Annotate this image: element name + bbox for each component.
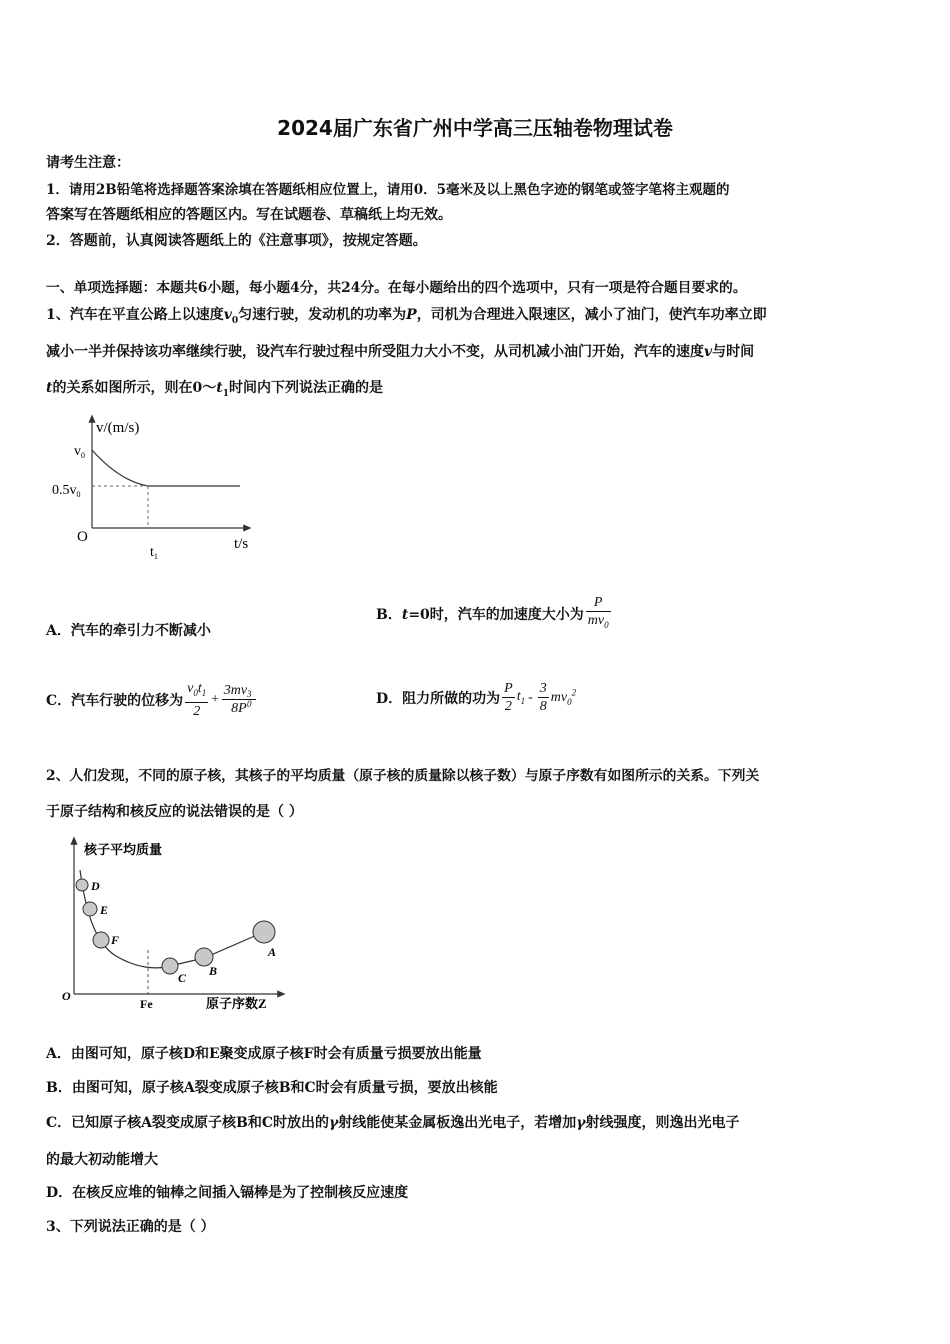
q2-option-c-line-2: 的最大初动能增大 — [46, 1152, 158, 1168]
q2-optC-gamma-1: γ — [328, 1115, 339, 1131]
q1-v: v — [704, 344, 713, 360]
q2-nucleus-a — [253, 921, 275, 943]
q1-line3-b: 时间内下列说法正确的是 — [228, 380, 383, 396]
q2-mass-curve — [80, 870, 264, 968]
q2-nucleus-c — [162, 958, 178, 974]
q1-v0: v — [223, 307, 232, 323]
q2-label-c: C — [178, 971, 187, 985]
q1-graph-half-sub: 0 — [76, 490, 81, 499]
q1-optC-f1-v: v — [187, 681, 194, 696]
q2-line-2: 于原子结构和核反应的说法错误的是（ ） — [46, 804, 303, 820]
q2-label-f: F — [111, 933, 120, 947]
q1-optB-prefix — [376, 604, 584, 624]
q1-line2-b: 与时间 — [712, 344, 755, 360]
q1-line1-c: ，司机为合理进入限速区，减小了油门，使汽车功率立即 — [416, 307, 767, 323]
notice-heading: 请考生注意： — [46, 155, 130, 171]
notice-line-2: 2．答题前，认真阅读答题纸上的《注意事项》，按规定答题。 — [46, 233, 427, 249]
q2-nucleus-d — [76, 879, 88, 891]
q1-optD-f2-den: 8 — [539, 699, 547, 714]
q1-line2-a: 减小一半并保持该功率继续行驶，设汽车行驶过程中所受阻力大小不变，从司机减小油门开始，汽车的速度 — [46, 344, 704, 360]
q1-optD-mv-main: mv — [550, 690, 568, 706]
q1-option-a: A．汽车的牵引力不断减小 — [46, 623, 211, 639]
q1-graph-v0-main: v — [74, 444, 81, 459]
q1-graph-xlabel: t/s — [234, 536, 249, 552]
q1-graph-v0 — [74, 444, 85, 460]
q1-optD-mv-sup: 2 — [571, 687, 577, 698]
q1-graph-half-main: 0.5v — [52, 483, 77, 498]
q1-option-b — [376, 594, 613, 634]
q2-line-1: 2、人们发现，不同的原子核，其核子的平均质量（原子核的质量除以核子数）与原子序数有如图所示的关系。下列关 — [46, 768, 760, 784]
q1-optD-mv-sub: 0 — [567, 697, 572, 708]
q1-optD-t — [517, 689, 525, 704]
q1-graph-origin: O — [77, 529, 88, 545]
q1-option-d — [376, 680, 576, 715]
q1-optD-mv — [550, 687, 577, 708]
q2-graph-xlabel: 原子序数Z — [206, 996, 267, 1011]
q1-optB-num: P — [586, 594, 611, 612]
q1-graph-t1 — [150, 545, 158, 561]
q2-option-b: B．由图可知，原子核A裂变成原子核B和C时会有质量亏损，要放出核能 — [46, 1080, 498, 1096]
q1-optC-f1-num — [185, 680, 208, 703]
q2-option-c — [46, 1112, 739, 1132]
q1-optC-plus: + — [210, 691, 220, 707]
q1-optC-fraction-1 — [185, 680, 208, 720]
q2-label-b: B — [209, 964, 218, 978]
q2-graph-origin: O — [62, 989, 71, 1003]
q1-graph-t1-sub: 1 — [153, 552, 158, 561]
q2-optC-a: C．已知原子核A裂变成原子核B和C时放出的 — [46, 1115, 329, 1131]
q2-graph-fe: Fe — [140, 997, 153, 1011]
q1-optC-fraction-2 — [222, 682, 256, 717]
notice-line-1a: 1．请用2B铅笔将选择题答案涂填在答题纸相应位置上，请用0．5毫米及以上黑色字迹的钢笔或签字笔将主观题的 — [46, 182, 730, 198]
q1-v0-sub: 0 — [231, 315, 239, 326]
q1-graph-ylabel: v/(m/s) — [96, 420, 140, 436]
q1-t1-sub: 1 — [222, 388, 229, 399]
q2-nucleus-e — [83, 902, 97, 916]
q1-velocity-curve — [92, 450, 240, 486]
q1-optB-a: B． — [376, 606, 402, 623]
q1-graph-t1-main: t — [150, 545, 154, 560]
q1-optD-t-sub: 1 — [520, 695, 526, 706]
q1-optC-f1-t: t — [197, 681, 202, 696]
q3-line-1: 3、下列说法正确的是（ ） — [46, 1219, 215, 1235]
q1-optD-f2-num: 3 — [539, 681, 547, 696]
q1-optC-f1-tsub: 1 — [201, 687, 207, 698]
q2-optC-b: 射线能使某金属板逸出光电子，若增加 — [338, 1115, 577, 1131]
q1-t1: t — [216, 380, 223, 396]
q1-line1-b: 匀速行驶，发动机的功率为 — [238, 307, 407, 323]
q1-t: t — [46, 380, 53, 396]
q1-optC-f2-sub: 0 — [247, 699, 252, 710]
q1-optD-minus: - — [528, 689, 533, 705]
q1-option-c — [46, 680, 258, 720]
q1-optC-f2-den: 8P — [231, 701, 247, 717]
q1-optC-f1-den: 2 — [193, 703, 201, 719]
q1-line1-a: 1、汽车在平直公路上以速度 — [46, 307, 224, 323]
q2-optC-gamma-2: γ — [576, 1115, 586, 1131]
q1-optD-f1-num: P — [504, 681, 513, 696]
q1-graph-half-v0 — [52, 483, 81, 499]
q2-label-d: D — [91, 879, 100, 893]
q1-P: P — [406, 307, 417, 323]
q1-line-2 — [46, 341, 754, 361]
q1-optC-f2-sup: 3 — [247, 689, 252, 700]
q2-option-d: D．在核反应堆的铀棒之间插入镉棒是为了控制核反应速度 — [46, 1185, 409, 1201]
q1-optD-prefix: D．阻力所做的功为 — [376, 690, 501, 707]
q1-optC-f2-main: 3mv — [223, 683, 248, 699]
q1-optB-den-sub: 0 — [604, 619, 609, 630]
q2-optC-c: 射线强度，则逸出光电子 — [585, 1115, 740, 1131]
q2-label-e: E — [100, 903, 109, 917]
q2-graph-ylabel: 核子平均质量 — [84, 842, 163, 857]
q1-optB-b: =0时，汽车的加速度大小为 — [408, 606, 584, 623]
q1-optB-den — [586, 612, 611, 634]
notice-line-1b: 答案写在答题纸相应的答题区内。写在试题卷、草稿纸上均无效。 — [46, 207, 452, 223]
q2-label-a: A — [268, 945, 277, 959]
q1-optB-fraction — [586, 594, 611, 634]
q1-optB-den-main: mv — [587, 613, 605, 628]
q1-graph-v0-sub: 0 — [81, 451, 85, 460]
q1-optD-fraction-2 — [538, 680, 549, 715]
q2-nucleus-f — [93, 932, 109, 948]
q1-optD-f1-den: 2 — [504, 699, 512, 714]
q1-optD-t-main: t — [516, 689, 521, 705]
q1-optD-fraction-1 — [502, 680, 515, 715]
q1-optC-f1-vsub: 0 — [193, 687, 198, 698]
q1-line-1 — [46, 304, 767, 326]
q1-optB-t: t — [401, 606, 409, 623]
q2-option-a: A．由图可知，原子核D和E聚变成原子核F时会有质量亏损要放出能量 — [46, 1046, 482, 1062]
q2-mass-graph — [56, 834, 296, 1014]
q1-velocity-graph — [40, 410, 270, 570]
section-heading: 一、单项选择题：本题共6小题，每小题4分，共24分。在每小题给出的四个选项中，只有一项是符合题目要求的。 — [46, 280, 747, 296]
q1-line3-a: 的关系如图所示，则在0～ — [52, 380, 217, 396]
q1-optC-prefix: C．汽车行驶的位移为 — [46, 692, 184, 709]
q1-line-3 — [46, 377, 383, 399]
page-title: 2024届广东省广州中学高三压轴卷物理试卷 — [277, 116, 673, 140]
